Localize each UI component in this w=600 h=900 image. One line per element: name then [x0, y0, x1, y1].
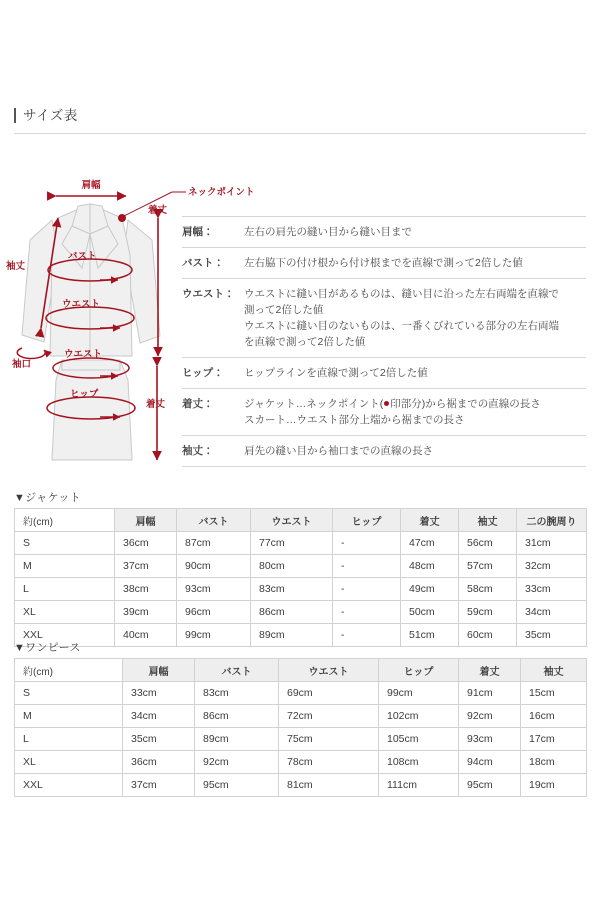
- cell-size: XL: [15, 601, 115, 624]
- cell-value: 50cm: [401, 601, 459, 624]
- definition-description: [244, 396, 586, 428]
- label-waist-skirt: ウエスト: [64, 349, 103, 360]
- cell-value: 96cm: [177, 601, 251, 624]
- label-hip: ヒップ: [70, 389, 99, 400]
- cell-value: 17cm: [521, 728, 587, 751]
- cell-value: 90cm: [177, 555, 251, 578]
- cell-value: 58cm: [459, 578, 517, 601]
- label-sleeve-length: 袖丈: [6, 261, 26, 272]
- column-header: 二の腕周り: [517, 509, 587, 532]
- column-header: バスト: [177, 509, 251, 532]
- definition-term: ヒップ：: [182, 367, 224, 379]
- cell-value: 33cm: [517, 578, 587, 601]
- cell-value: -: [333, 624, 401, 647]
- table-row: [15, 624, 587, 647]
- cell-value: 37cm: [115, 555, 177, 578]
- column-header: バスト: [195, 659, 279, 682]
- title-divider: [14, 133, 586, 134]
- column-header: 約(cm): [15, 509, 115, 532]
- garment-measurement-diagram: [0, 160, 255, 490]
- cell-value: 75cm: [279, 728, 379, 751]
- definition-line: 肩先の縫い目から袖口までの直線の長さ: [244, 445, 433, 457]
- cell-value: 80cm: [251, 555, 333, 578]
- jacket-size-table: [14, 508, 587, 647]
- cell-value: 56cm: [459, 532, 517, 555]
- cell-value: 81cm: [279, 774, 379, 797]
- cell-value: 48cm: [401, 555, 459, 578]
- cell-value: 93cm: [177, 578, 251, 601]
- label-neck-point: ネックポイント: [188, 187, 255, 198]
- definition-line: 左右脇下の付け根から付け根までを直線で測って2倍した値: [244, 257, 523, 269]
- cell-value: 86cm: [195, 705, 279, 728]
- table-row: [15, 705, 587, 728]
- column-header: 着丈: [459, 659, 521, 682]
- cell-value: 33cm: [123, 682, 195, 705]
- definition-line: ジャケット…ネックポイント( 印部分)から裾までの直線の長さ: [244, 398, 541, 410]
- cell-size: M: [15, 555, 115, 578]
- cell-value: 37cm: [123, 774, 195, 797]
- column-header: 肩幅: [115, 509, 177, 532]
- column-header: ヒップ: [379, 659, 459, 682]
- cell-value: 19cm: [521, 774, 587, 797]
- column-header: ウエスト: [251, 509, 333, 532]
- cell-value: 34cm: [123, 705, 195, 728]
- cell-value: 38cm: [115, 578, 177, 601]
- column-header: 約(cm): [15, 659, 123, 682]
- column-header: 袖丈: [459, 509, 517, 532]
- cell-value: 35cm: [517, 624, 587, 647]
- cell-size: L: [15, 578, 115, 601]
- definition-row: [182, 436, 586, 467]
- cell-value: 102cm: [379, 705, 459, 728]
- column-header: ヒップ: [333, 509, 401, 532]
- definition-term: 肩幅：: [182, 226, 214, 238]
- cell-value: 60cm: [459, 624, 517, 647]
- cell-value: 36cm: [115, 532, 177, 555]
- cell-value: 108cm: [379, 751, 459, 774]
- cell-size: XL: [15, 751, 123, 774]
- cell-value: 89cm: [251, 624, 333, 647]
- cell-value: 32cm: [517, 555, 587, 578]
- cell-value: 92cm: [459, 705, 521, 728]
- cell-value: 51cm: [401, 624, 459, 647]
- cell-value: 39cm: [115, 601, 177, 624]
- cell-value: 69cm: [279, 682, 379, 705]
- definition-term: ウエスト：: [182, 288, 235, 300]
- section-heading-jacket: ▼ジャケット: [14, 492, 81, 504]
- cell-value: 40cm: [115, 624, 177, 647]
- table-header-row: [15, 509, 587, 532]
- section-heading-onepiece: ▼ワンピース: [14, 642, 81, 654]
- label-bust: バスト: [68, 251, 97, 262]
- label-waist-jacket: ウエスト: [62, 299, 101, 310]
- definition-row: [182, 279, 586, 358]
- definition-row: [182, 358, 586, 389]
- table-row: [15, 774, 587, 797]
- definition-description: [244, 286, 586, 350]
- cell-value: 35cm: [123, 728, 195, 751]
- cell-value: 93cm: [459, 728, 521, 751]
- cell-value: 72cm: [279, 705, 379, 728]
- cell-value: 59cm: [459, 601, 517, 624]
- cell-value: -: [333, 532, 401, 555]
- definition-line: を直線で測って2倍した値: [244, 336, 366, 348]
- definition-term: バスト：: [182, 257, 224, 269]
- cell-value: 95cm: [459, 774, 521, 797]
- table-row: [15, 578, 587, 601]
- cell-value: 77cm: [251, 532, 333, 555]
- cell-size: XXL: [15, 774, 123, 797]
- cell-size: M: [15, 705, 123, 728]
- definition-description: [244, 365, 586, 381]
- cell-value: 78cm: [279, 751, 379, 774]
- definition-line: ヒップラインを直線で測って2倍した値: [244, 367, 428, 379]
- cell-size: S: [15, 532, 115, 555]
- cell-value: 31cm: [517, 532, 587, 555]
- cell-value: 15cm: [521, 682, 587, 705]
- cell-value: 111cm: [379, 774, 459, 797]
- column-header: 袖丈: [521, 659, 587, 682]
- cell-value: 83cm: [251, 578, 333, 601]
- cell-size: L: [15, 728, 123, 751]
- label-shoulder-width: 肩幅: [81, 180, 101, 191]
- cell-value: 94cm: [459, 751, 521, 774]
- page-title: [14, 108, 78, 123]
- cell-value: 105cm: [379, 728, 459, 751]
- cell-value: 87cm: [177, 532, 251, 555]
- jacket-illustration: [22, 204, 160, 356]
- definition-line: 左右の肩先の縫い目から縫い目まで: [244, 226, 412, 238]
- cell-value: 34cm: [517, 601, 587, 624]
- definition-line: スカート…ウエスト部分上端から裾までの長さ: [244, 414, 465, 426]
- cell-value: 57cm: [459, 555, 517, 578]
- cell-size: XXL: [15, 624, 115, 647]
- table-row: [15, 682, 587, 705]
- cell-value: 95cm: [195, 774, 279, 797]
- cell-value: -: [333, 555, 401, 578]
- cell-value: 99cm: [379, 682, 459, 705]
- label-jacket-length: 着丈: [148, 205, 168, 216]
- cell-value: 83cm: [195, 682, 279, 705]
- table-row: [15, 728, 587, 751]
- title-accent-bar: [14, 108, 16, 123]
- cell-value: 18cm: [521, 751, 587, 774]
- definition-term: 着丈：: [182, 398, 214, 410]
- definition-term: 袖丈：: [182, 445, 214, 457]
- definition-line: ウエストに縫い目のないものは、一番くびれている部分の左右両端: [244, 320, 559, 332]
- cell-value: -: [333, 601, 401, 624]
- definition-line: ウエストに縫い目があるものは、縫い目に沿った左右両端を直線で: [244, 288, 559, 300]
- definition-description: [244, 255, 586, 271]
- measurement-definition-list: [182, 216, 586, 467]
- definition-row: [182, 216, 586, 248]
- definition-row: [182, 389, 586, 436]
- cell-value: 89cm: [195, 728, 279, 751]
- definition-description: [244, 224, 586, 240]
- neck-point-dot-mark: [384, 401, 389, 406]
- cell-value: 99cm: [177, 624, 251, 647]
- cell-value: 92cm: [195, 751, 279, 774]
- definition-row: [182, 248, 586, 279]
- cell-value: 86cm: [251, 601, 333, 624]
- onepiece-size-table: [14, 658, 587, 797]
- table-header-row: [15, 659, 587, 682]
- cell-value: 16cm: [521, 705, 587, 728]
- table-row: [15, 532, 587, 555]
- definition-line: 測って2倍した値: [244, 304, 324, 316]
- cell-size: S: [15, 682, 123, 705]
- table-row: [15, 601, 587, 624]
- column-header: ウエスト: [279, 659, 379, 682]
- label-cuff: 袖口: [12, 359, 32, 370]
- page-title-text: サイズ表: [23, 107, 78, 123]
- definition-description: [244, 443, 586, 459]
- column-header: 着丈: [401, 509, 459, 532]
- cell-value: 36cm: [123, 751, 195, 774]
- cell-value: 47cm: [401, 532, 459, 555]
- cell-value: 49cm: [401, 578, 459, 601]
- table-row: [15, 751, 587, 774]
- cell-value: 91cm: [459, 682, 521, 705]
- table-row: [15, 555, 587, 578]
- cell-value: -: [333, 578, 401, 601]
- column-header: 肩幅: [123, 659, 195, 682]
- label-skirt-length: 着丈: [146, 399, 166, 410]
